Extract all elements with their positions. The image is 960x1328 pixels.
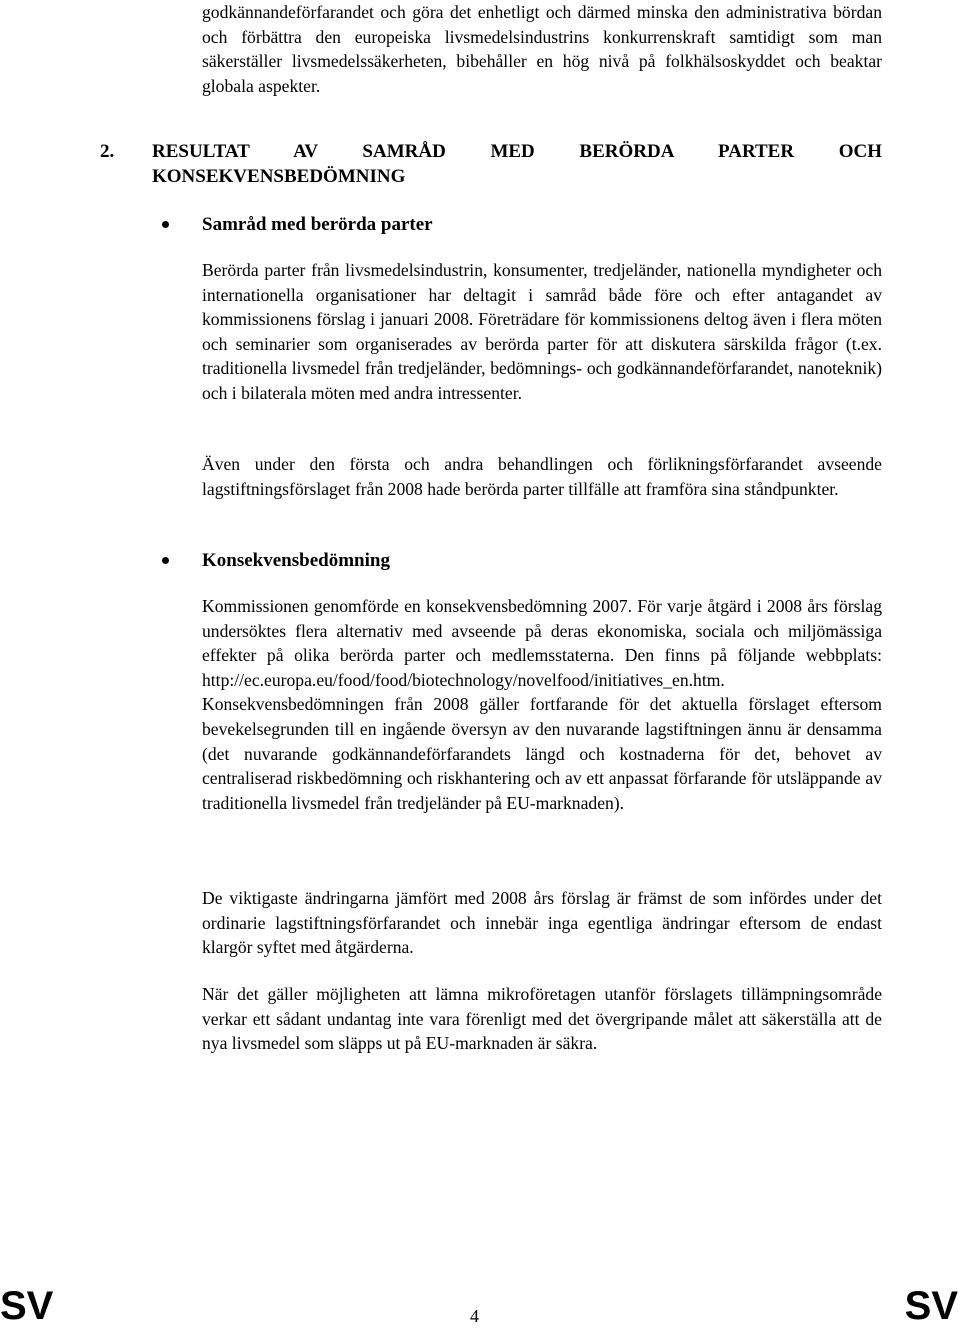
impact-paragraph-1: Kommissionen genomförde en konsekvensbedömning 2007. För varje åtgärd i 2008 års förslag undersöktes flera alternativ med avseende på deras ekonomiska, sociala och miljömässiga effekter på olika berörda parter och medlemsstaterna. Den finns på följande webbplats: http://ec.europa.eu/food/food/biotechnology/novelfood/initiatives_en.htm. Konsekvensbedömningen från 2008 gäller fortfarande för det aktuella förslaget eftersom bevekelsegrunden till en ingående översyn av den nuvarande lagstiftningen ännu är densamma (det nuvarande godkännandeförfarandets längd och kostnaderna för det, behovet av centraliserad riskbedömning och riskhantering och av ett anpassat förfarande för utsläppande av traditionella livsmedel från tredjeländer på EU-marknaden). <box>202 596 882 813</box>
impact-paragraph-2: De viktigaste ändringarna jämfört med 2008 års förslag är främst de som infördes under det ordinarie lagstiftningsförfarandet och innebär inga egentliga ändringar eftersom de endast klargör syftet med åtgärderna. <box>202 888 882 958</box>
bullet-icon <box>162 557 169 564</box>
consultation-paragraph-2: Även under den första och andra behandlingen och förlikningsförfarandet avseende lagstiftningsförslaget från 2008 hade berörda parter tillfälle att framföra sina ståndpunkter. <box>202 454 882 499</box>
impact-paragraph-3: När det gäller möjligheten att lämna mikroföretagen utanför förslagets tillämpningsområde verkar ett sådant undantag inte vara förenligt med det övergripande målet att säkerställa att de nya livsmedel som släpps ut på EU-marknaden är säkra. <box>202 984 882 1054</box>
section-heading <box>100 139 882 189</box>
intro-paragraph: godkännandeförfarandet och göra det enhetligt och därmed minska den administrativa bördan och förbättra den europeiska livsmedelsindustrins konkurrenskraft samtidigt som man säkerställer livsmedelssäkerheten, bibehåller en hög nivå på folkhälsoskyddet och beaktar globala aspekter. <box>202 2 882 96</box>
section-number: 2. <box>100 141 115 162</box>
bullet-icon <box>162 221 169 228</box>
page-number: 4 <box>470 1306 479 1326</box>
section-title-line2: KONSEKVENSBEDÖMNING <box>152 166 406 187</box>
subsection-impact-label: Konsekvensbedömning <box>202 550 390 571</box>
consultation-paragraph-1: Berörda parter från livsmedelsindustrin, konsumenter, tredjeländer, nationella myndigheter och internationella organisationer har deltagit i samråd både före och efter antagandet av kommissionens förslag i januari 2008. Företrädare för kommissionens deltog även i flera möten och seminarier som organiserades av berörda parter för att diskutera särskilda frågor (t.ex. traditionella livsmedel från tredjeländer, bedömnings- och godkännandeförfarandet, nanoteknik) och i bilaterala möten med andra intressenter. <box>202 260 882 403</box>
footer-language-right: SV <box>904 1284 958 1328</box>
footer-language-left: SV <box>0 1284 54 1328</box>
subsection-consultation-label: Samråd med berörda parter <box>202 214 433 235</box>
section-title-line1: RESULTAT AV SAMRÅD MED BERÖRDA PARTER OCH <box>152 141 882 162</box>
